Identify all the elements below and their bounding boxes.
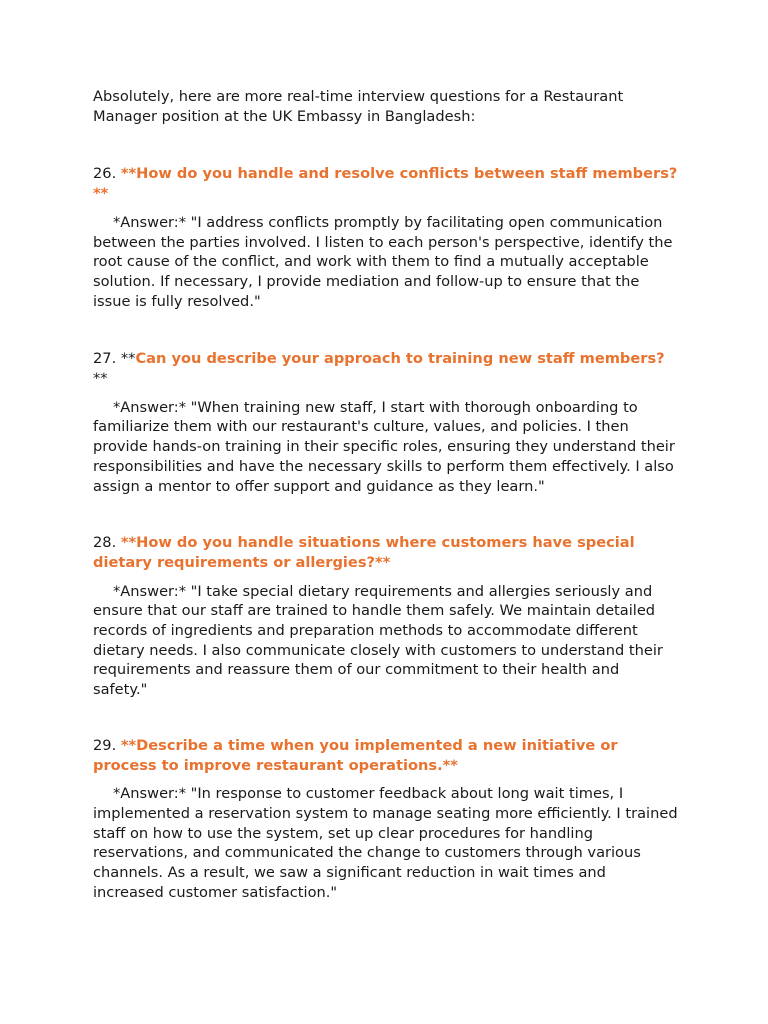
question-suffix: **: [93, 370, 108, 388]
answer-27: *Answer:* "When training new staff, I start with thorough onboarding to familiarize them with our restaurant's culture, values, and policies. I then provide hands-on training in their specific roles, ensuring they understand their responsibilities and have the necessary skills to perform them effectively. I also assign a mentor to offer support and guidance as they learn.": [93, 398, 675, 495]
question-text: **Describe a time when you implemented a new initiative or process to improve restaurant operations.**: [93, 736, 618, 774]
question-26: [93, 164, 678, 203]
qa-item-28: [93, 533, 678, 700]
question-text: Can you describe your approach to training new staff members?: [135, 350, 665, 368]
question-text: **How do you handle and resolve conflicts between staff members?**: [93, 165, 678, 203]
answer-26: *Answer:* "I address conflicts promptly by facilitating open communication between the parties involved. I listen to each person's perspective, identify the root cause of the conflict, and work with them to find a mutually acceptable solution. If necessary, I provide mediation and follow-up to ensure that the issue is fully resolved.": [93, 213, 673, 310]
answer-28: *Answer:* "I take special dietary requirements and allergies seriously and ensure that our staff are trained to handle them safely. We maintain detailed records of ingredients and preparation methods to accommodate different dietary needs. I also communicate closely with customers to understand their requirements and reassure them of our commitment to their health and safety.": [93, 582, 663, 699]
answer-29: *Answer:* "In response to customer feedback about long wait times, I implemented a reservation system to manage seating more efficiently. I trained staff on how to use the system, set up clear procedures for handling reservations, and communicated the change to customers through various channels. As a result, we saw a significant reduction in wait times and increased customer satisfaction.": [93, 785, 678, 901]
question-number: 26.: [93, 165, 117, 183]
question-text: **How do you handle situations where customers have special dietary requirements or allergies?**: [93, 534, 635, 571]
question-28: [93, 533, 678, 572]
question-number: 29.: [93, 736, 117, 754]
intro-paragraph: Absolutely, here are more real-time interview questions for a Restaurant Manager position at the UK Embassy in Bangladesh:: [93, 88, 624, 125]
question-prefix: **: [120, 350, 136, 368]
question-27: [93, 349, 678, 388]
question-29: [93, 736, 678, 775]
qa-item-27: [93, 349, 678, 496]
question-number: 28.: [93, 534, 117, 552]
question-number: 27.: [93, 350, 117, 368]
qa-item-26: [93, 164, 678, 311]
document-body: [93, 87, 678, 941]
qa-item-29: [93, 736, 678, 903]
